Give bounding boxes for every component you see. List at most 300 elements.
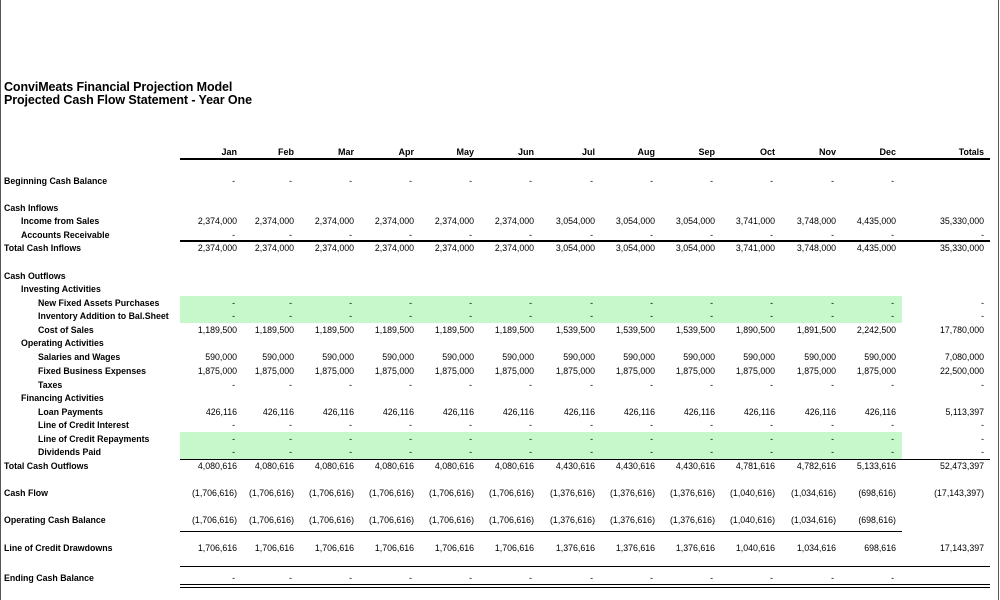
cell-may: - <box>469 573 472 583</box>
cell-sep: (1,376,616) <box>670 515 715 525</box>
cell-mar: - <box>349 573 352 583</box>
cell-may: - <box>469 176 472 186</box>
cell-oct: 3,741,000 <box>735 243 775 253</box>
cell-apr: 1,875,000 <box>374 366 414 376</box>
cell-dec: (698,616) <box>858 515 896 525</box>
cell-mar: 2,374,000 <box>314 216 354 226</box>
cell-dec: 2,242,500 <box>856 325 896 335</box>
cell-jun: - <box>529 420 532 430</box>
cell-sep: - <box>710 230 713 240</box>
cell-dec: - <box>891 230 894 240</box>
row-label: Line of Credit Drawdowns <box>4 543 113 553</box>
row-loan-payments <box>0 407 1000 420</box>
month-header-jan: Jan <box>221 147 237 157</box>
cell-oct: 1,040,616 <box>735 543 775 553</box>
cell-dec: - <box>891 420 894 430</box>
cell-nov: 1,875,000 <box>796 366 836 376</box>
cell-jan: - <box>232 230 235 240</box>
cell-oct: (1,040,616) <box>730 488 775 498</box>
cell-apr: - <box>409 311 412 321</box>
cell-total: 17,143,397 <box>939 543 984 553</box>
cell-mar: - <box>349 230 352 240</box>
cell-mar: - <box>349 434 352 444</box>
cell-total: - <box>981 447 984 457</box>
row-label: Cash Outflows <box>4 271 66 281</box>
cell-jan: 1,189,500 <box>197 325 237 335</box>
cell-jun: - <box>529 434 532 444</box>
cell-nov: 590,000 <box>804 352 836 362</box>
row-financing-activities <box>0 393 1000 406</box>
cell-total: 22,500,000 <box>939 366 984 376</box>
report-title: ConviMeats Financial Projection Model <box>4 80 233 94</box>
cell-sep: - <box>710 311 713 321</box>
cell-jun: - <box>529 447 532 457</box>
cell-sep: 1,875,000 <box>675 366 715 376</box>
cell-sep: - <box>710 573 713 583</box>
cell-aug: 1,875,000 <box>615 366 655 376</box>
cell-feb: 1,189,500 <box>254 325 294 335</box>
cell-dec: 590,000 <box>864 352 896 362</box>
cell-total: - <box>981 230 984 240</box>
cell-oct: - <box>770 420 773 430</box>
cell-sep: - <box>710 380 713 390</box>
cell-mar: 590,000 <box>322 352 354 362</box>
cell-jun: - <box>529 230 532 240</box>
cell-jan: 590,000 <box>205 352 237 362</box>
month-header-mar: Mar <box>337 147 354 157</box>
cell-may: 2,374,000 <box>434 243 474 253</box>
cell-may: 2,374,000 <box>434 216 474 226</box>
month-header-nov: Nov <box>818 147 836 157</box>
cell-nov: - <box>831 298 834 308</box>
cell-mar: 1,875,000 <box>314 366 354 376</box>
row-total-cash-outflows <box>0 461 1000 474</box>
cell-oct: - <box>770 573 773 583</box>
row-income-from-sales <box>0 216 1000 229</box>
cell-aug: - <box>650 573 653 583</box>
row-cash-flow <box>0 488 1000 501</box>
cell-jul: - <box>590 420 593 430</box>
report-subtitle: Projected Cash Flow Statement - Year One <box>4 93 252 107</box>
cell-mar: - <box>349 420 352 430</box>
cell-aug: - <box>650 298 653 308</box>
cell-jul: 1,539,500 <box>555 325 595 335</box>
month-header-jul: Jul <box>581 147 595 157</box>
cell-sep: 1,539,500 <box>675 325 715 335</box>
cell-mar: 4,080,616 <box>314 461 354 471</box>
cell-feb: (1,706,616) <box>249 488 294 498</box>
cell-feb: - <box>289 573 292 583</box>
cell-may: - <box>469 447 472 457</box>
row-label: Dividends Paid <box>38 447 102 457</box>
cell-apr: - <box>409 230 412 240</box>
row-new-fixed-assets-purchases <box>0 298 1000 311</box>
cell-feb: 426,116 <box>262 407 294 417</box>
cell-aug: - <box>650 380 653 390</box>
cell-nov: - <box>831 230 834 240</box>
cell-sep: - <box>710 447 713 457</box>
cell-jun: - <box>529 380 532 390</box>
cell-may: (1,706,616) <box>429 488 474 498</box>
row-inventory-addition-to-bal-sheet <box>0 311 1000 324</box>
row-label: Ending Cash Balance <box>4 573 94 583</box>
month-header-may: May <box>456 147 474 157</box>
cell-jun: - <box>529 311 532 321</box>
row-investing-activities <box>0 284 1000 297</box>
cell-apr: 1,189,500 <box>374 325 414 335</box>
row-dividends-paid <box>0 447 1000 460</box>
cell-aug: 4,430,616 <box>615 461 655 471</box>
cell-jul: - <box>590 176 593 186</box>
row-label: Operating Cash Balance <box>4 515 106 525</box>
row-fixed-business-expenses <box>0 366 1000 379</box>
cell-mar: 2,374,000 <box>314 243 354 253</box>
cell-nov: (1,034,616) <box>791 515 836 525</box>
cell-dec: - <box>891 434 894 444</box>
month-header-dec: Dec <box>879 147 896 157</box>
operating-balance-line <box>180 531 902 532</box>
cell-dec: 1,875,000 <box>856 366 896 376</box>
cell-apr: - <box>409 434 412 444</box>
cell-may: 1,875,000 <box>434 366 474 376</box>
row-operating-activities <box>0 338 1000 351</box>
cell-total: (17,143,397) <box>934 488 984 498</box>
cell-feb: 1,875,000 <box>254 366 294 376</box>
cell-nov: 3,748,000 <box>796 216 836 226</box>
cell-aug: - <box>650 176 653 186</box>
cell-apr: 4,080,616 <box>374 461 414 471</box>
row-label: Total Cash Outflows <box>4 461 89 471</box>
cell-nov: - <box>831 176 834 186</box>
row-total-cash-inflows <box>0 243 1000 256</box>
cell-total: - <box>981 311 984 321</box>
cell-jul: - <box>590 447 593 457</box>
cell-dec: 4,435,000 <box>856 216 896 226</box>
cell-feb: 590,000 <box>262 352 294 362</box>
cell-total: 35,330,000 <box>939 216 984 226</box>
cell-apr: - <box>409 573 412 583</box>
row-taxes <box>0 380 1000 393</box>
ending-balance-double-line-2 <box>180 587 990 588</box>
cell-jan: 1,875,000 <box>197 366 237 376</box>
cell-feb: 2,374,000 <box>254 216 294 226</box>
cell-apr: 1,706,616 <box>374 543 414 553</box>
cell-oct: 3,741,000 <box>735 216 775 226</box>
cell-sep: 1,376,616 <box>675 543 715 553</box>
cell-oct: - <box>770 447 773 457</box>
cell-oct: - <box>770 380 773 390</box>
row-line-of-credit-drawdowns <box>0 543 1000 556</box>
cell-jan: - <box>232 380 235 390</box>
cell-may: - <box>469 420 472 430</box>
cell-aug: 3,054,000 <box>615 216 655 226</box>
cell-jul: - <box>590 311 593 321</box>
cell-nov: - <box>831 434 834 444</box>
row-cash-inflows <box>0 203 1000 216</box>
cell-jul: - <box>590 434 593 444</box>
cell-feb: 1,706,616 <box>254 543 294 553</box>
cell-mar: - <box>349 176 352 186</box>
cell-may: 4,080,616 <box>434 461 474 471</box>
cell-apr: 590,000 <box>382 352 414 362</box>
cell-oct: - <box>770 176 773 186</box>
cell-jul: 3,054,000 <box>555 216 595 226</box>
cell-feb: - <box>289 447 292 457</box>
cell-feb: - <box>289 420 292 430</box>
row-label: Fixed Business Expenses <box>38 366 147 376</box>
cell-apr: 2,374,000 <box>374 243 414 253</box>
cell-mar: 426,116 <box>322 407 354 417</box>
cell-apr: 426,116 <box>382 407 414 417</box>
cell-mar: - <box>349 311 352 321</box>
cell-jan: - <box>232 311 235 321</box>
cell-sep: 426,116 <box>683 407 715 417</box>
cell-apr: - <box>409 447 412 457</box>
month-header-feb: Feb <box>277 147 294 157</box>
cell-jun: 2,374,000 <box>494 216 534 226</box>
totals-header: Totals <box>958 147 984 157</box>
cell-nov: 426,116 <box>804 407 836 417</box>
cell-jun: 1,875,000 <box>494 366 534 376</box>
cell-oct: (1,040,616) <box>730 515 775 525</box>
cell-mar: (1,706,616) <box>309 515 354 525</box>
cell-jan: - <box>232 447 235 457</box>
ending-balance-top-line <box>180 566 990 567</box>
cell-dec: 426,116 <box>864 407 896 417</box>
row-salaries-and-wages <box>0 352 1000 365</box>
cell-jul: 3,054,000 <box>555 243 595 253</box>
cell-may: - <box>469 434 472 444</box>
cell-total: - <box>981 380 984 390</box>
cell-dec: 698,616 <box>864 543 896 553</box>
cell-jul: 590,000 <box>563 352 595 362</box>
cell-jan: 2,374,000 <box>197 243 237 253</box>
cell-apr: (1,706,616) <box>369 488 414 498</box>
row-label: Cash Flow <box>4 488 48 498</box>
cell-jan: - <box>232 298 235 308</box>
cell-apr: - <box>409 298 412 308</box>
month-header-jun: Jun <box>517 147 534 157</box>
cell-apr: - <box>409 380 412 390</box>
cell-oct: 1,890,500 <box>735 325 775 335</box>
header-row <box>0 147 1000 160</box>
row-label: Line of Credit Interest <box>38 420 129 430</box>
row-line-of-credit-interest <box>0 420 1000 433</box>
cell-aug: 590,000 <box>623 352 655 362</box>
row-label: Cash Inflows <box>4 203 59 213</box>
cell-total: 17,780,000 <box>939 325 984 335</box>
row-label: Inventory Addition to Bal.Sheet <box>38 311 169 321</box>
cell-jan: - <box>232 176 235 186</box>
cell-dec: 5,133,616 <box>856 461 896 471</box>
cell-dec: - <box>891 447 894 457</box>
cell-total: 35,330,000 <box>939 243 984 253</box>
cell-aug: - <box>650 311 653 321</box>
cell-oct: - <box>770 298 773 308</box>
cell-nov: - <box>831 573 834 583</box>
cell-sep: 4,430,616 <box>675 461 715 471</box>
cell-nov: 1,891,500 <box>796 325 836 335</box>
cell-nov: 3,748,000 <box>796 243 836 253</box>
cell-aug: 1,376,616 <box>615 543 655 553</box>
cell-total: - <box>981 434 984 444</box>
cell-jun: 590,000 <box>502 352 534 362</box>
cell-jul: - <box>590 298 593 308</box>
cell-jul: (1,376,616) <box>550 515 595 525</box>
cell-dec: - <box>891 380 894 390</box>
cell-aug: - <box>650 447 653 457</box>
month-header-apr: Apr <box>398 147 414 157</box>
cell-aug: (1,376,616) <box>610 515 655 525</box>
month-header-oct: Oct <box>759 147 775 157</box>
cell-jan: - <box>232 434 235 444</box>
cell-may: - <box>469 380 472 390</box>
cell-nov: - <box>831 447 834 457</box>
cell-jan: - <box>232 420 235 430</box>
cell-jun: 2,374,000 <box>494 243 534 253</box>
row-label: Loan Payments <box>38 407 104 417</box>
cell-apr: 2,374,000 <box>374 216 414 226</box>
cell-nov: (1,034,616) <box>791 488 836 498</box>
cell-apr: - <box>409 420 412 430</box>
cell-oct: - <box>770 434 773 444</box>
cell-may: (1,706,616) <box>429 515 474 525</box>
cell-sep: 590,000 <box>683 352 715 362</box>
cell-oct: 426,116 <box>743 407 775 417</box>
cell-feb: - <box>289 230 292 240</box>
cell-jul: 4,430,616 <box>555 461 595 471</box>
cell-oct: 4,781,616 <box>735 461 775 471</box>
cell-sep: 3,054,000 <box>675 243 715 253</box>
cell-total: 7,080,000 <box>944 352 984 362</box>
cell-jan: 2,374,000 <box>197 216 237 226</box>
cell-aug: - <box>650 434 653 444</box>
row-label: Salaries and Wages <box>38 352 121 362</box>
cell-apr: (1,706,616) <box>369 515 414 525</box>
cell-jun: - <box>529 298 532 308</box>
cell-sep: - <box>710 298 713 308</box>
row-label: Accounts Receivable <box>21 230 110 240</box>
cell-jul: - <box>590 573 593 583</box>
cell-mar: (1,706,616) <box>309 488 354 498</box>
cell-sep: (1,376,616) <box>670 488 715 498</box>
row-label: Line of Credit Repayments <box>38 434 150 444</box>
cell-aug: (1,376,616) <box>610 488 655 498</box>
cell-feb: - <box>289 311 292 321</box>
cell-jul: - <box>590 230 593 240</box>
row-label: Investing Activities <box>21 284 101 294</box>
cell-oct: 1,875,000 <box>735 366 775 376</box>
row-cost-of-sales <box>0 325 1000 338</box>
row-label: Operating Activities <box>21 338 104 348</box>
cell-dec: 4,435,000 <box>856 243 896 253</box>
cell-jun: - <box>529 573 532 583</box>
cell-aug: - <box>650 230 653 240</box>
cell-jan: (1,706,616) <box>192 515 237 525</box>
cell-mar: - <box>349 380 352 390</box>
cell-oct: - <box>770 230 773 240</box>
cell-may: 426,116 <box>442 407 474 417</box>
cell-nov: - <box>831 311 834 321</box>
cell-may: 1,189,500 <box>434 325 474 335</box>
cell-jun: 1,706,616 <box>494 543 534 553</box>
cell-jul: - <box>590 380 593 390</box>
cell-dec: - <box>891 176 894 186</box>
row-label: Financing Activities <box>21 393 104 403</box>
row-accounts-receivable <box>0 230 1000 243</box>
cell-jan: - <box>232 573 235 583</box>
cell-mar: 1,706,616 <box>314 543 354 553</box>
cell-dec: (698,616) <box>858 488 896 498</box>
cell-mar: - <box>349 447 352 457</box>
cell-aug: 426,116 <box>623 407 655 417</box>
cell-may: 1,706,616 <box>434 543 474 553</box>
row-beginning-cash-balance <box>0 176 1000 189</box>
cell-aug: 3,054,000 <box>615 243 655 253</box>
cell-may: 590,000 <box>442 352 474 362</box>
cell-dec: - <box>891 311 894 321</box>
cell-jun: 4,080,616 <box>494 461 534 471</box>
cell-nov: - <box>831 420 834 430</box>
cell-may: - <box>469 230 472 240</box>
cell-total: 5,113,397 <box>945 407 984 417</box>
cell-jun: - <box>529 176 532 186</box>
cell-jun: (1,706,616) <box>489 488 534 498</box>
cell-sep: - <box>710 176 713 186</box>
row-label: Beginning Cash Balance <box>4 176 108 186</box>
cell-feb: (1,706,616) <box>249 515 294 525</box>
cell-mar: - <box>349 298 352 308</box>
cell-oct: 590,000 <box>743 352 775 362</box>
cell-aug: 1,539,500 <box>615 325 655 335</box>
cell-feb: - <box>289 298 292 308</box>
cell-aug: - <box>650 420 653 430</box>
cell-total: 52,473,397 <box>939 461 984 471</box>
cell-apr: - <box>409 176 412 186</box>
cell-jul: (1,376,616) <box>550 488 595 498</box>
cell-jun: 426,116 <box>502 407 534 417</box>
row-label: Cost of Sales <box>38 325 94 335</box>
cell-jul: 426,116 <box>563 407 595 417</box>
cell-sep: 3,054,000 <box>675 216 715 226</box>
cell-nov: - <box>831 380 834 390</box>
cell-jan: 1,706,616 <box>197 543 237 553</box>
cell-may: - <box>469 311 472 321</box>
cell-may: - <box>469 298 472 308</box>
row-label: Income from Sales <box>21 216 100 226</box>
row-line-of-credit-repayments <box>0 434 1000 447</box>
cell-total: - <box>981 298 984 308</box>
cell-jun: 1,189,500 <box>494 325 534 335</box>
cell-jun: (1,706,616) <box>489 515 534 525</box>
cell-mar: 1,189,500 <box>314 325 354 335</box>
row-label: Taxes <box>38 380 63 390</box>
cell-jul: 1,875,000 <box>555 366 595 376</box>
cell-feb: - <box>289 176 292 186</box>
cell-dec: - <box>891 573 894 583</box>
cell-jan: (1,706,616) <box>192 488 237 498</box>
cell-jul: 1,376,616 <box>555 543 595 553</box>
cell-nov: 4,782,616 <box>796 461 836 471</box>
cell-jan: 4,080,616 <box>197 461 237 471</box>
cell-total: - <box>981 420 984 430</box>
cell-feb: - <box>289 380 292 390</box>
row-cash-outflows <box>0 271 1000 284</box>
cell-feb: 2,374,000 <box>254 243 294 253</box>
cell-sep: - <box>710 420 713 430</box>
month-header-aug: Aug <box>637 147 655 157</box>
cell-dec: - <box>891 298 894 308</box>
